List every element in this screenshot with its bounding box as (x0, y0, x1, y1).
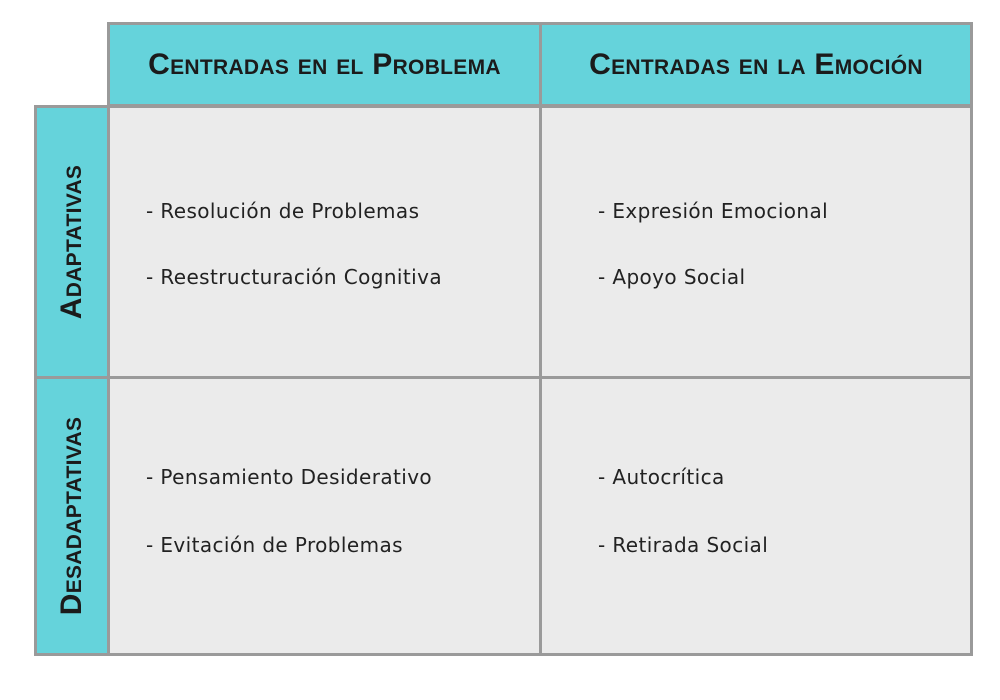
column-header-problema-label: Centradas en el Problema (148, 47, 501, 81)
column-header-emocion (539, 22, 973, 107)
list-item: - Apoyo Social (598, 265, 746, 289)
column-header-problema (107, 22, 542, 107)
cell-adaptativas-emocion (539, 105, 973, 379)
cell-adaptativas-problema (107, 105, 542, 379)
list-item: - Evitación de Problemas (146, 533, 403, 557)
list-item: - Expresión Emocional (598, 199, 829, 223)
list-item: - Resolución de Problemas (146, 199, 420, 223)
row-header-desadaptativas-label: Desadaptativas (55, 416, 88, 616)
list-item: - Pensamiento Desiderativo (146, 465, 433, 489)
row-header-desadaptativas (34, 376, 110, 656)
column-header-emocion-label: Centradas en la Emoción (589, 47, 923, 81)
cell-desadaptativas-problema (107, 376, 542, 656)
list-item: - Autocrítica (598, 465, 725, 489)
list-item: - Reestructuración Cognitiva (146, 265, 442, 289)
row-header-adaptativas-label: Adaptativas (55, 164, 88, 320)
list-item: - Retirada Social (598, 533, 769, 557)
cell-desadaptativas-emocion (539, 376, 973, 656)
row-header-adaptativas (34, 105, 110, 379)
